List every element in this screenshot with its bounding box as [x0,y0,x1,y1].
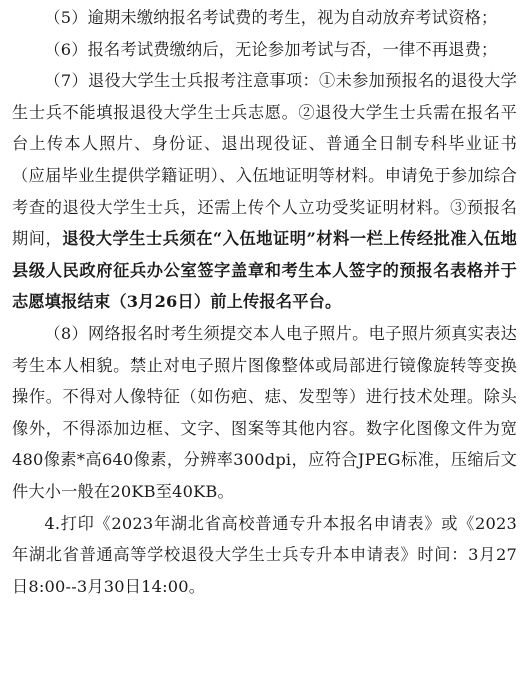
paragraph-item-7 [12,65,517,318]
paragraph-item-6: （6）报名考试费缴纳后，无论参加考试与否，一律不再退费； [44,39,498,59]
item-7-bold-text: 退役大学生士兵须在“入伍地证明”材料一栏上传经批准入伍地县级人民政府征兵办公室签字盖章和考生本人签字的预报名表格并于志愿填报结束（3月26日）前上传报名平台。 [12,229,517,312]
paragraph-item-8: （8）网络报名时考生须提交本人电子照片。电子照片须真实表达考生本人相貌。禁止对电子照片图像整体或局部进行镜像旋转等变换操作。不得对人像特征（如伤疤、痣、发型等）进行技术处理。除头像外，不得添加边框、文字、图案等其他内容。数字化图像文件为宽480像素*高640像素，分辨率300dpi，应符合JPEG标准，压缩后文件大小一般在20KB至40KB。 [12,323,517,501]
paragraph-item-5: （5）逾期未缴纳报名考试费的考生，视为自动放弃考试资格； [44,8,498,27]
item-7-text: （7）退役大学生士兵报考注意事项：①未参加预报名的退役大学生士兵不能填报退役大学生士兵志愿。②退役大学生士兵需在报名平台上传本人照片、身份证、退出现役证、普通全日制专科毕业证书（应届毕业生提供学籍证明）、入伍地证明等材料。申请免于参加综合考查的退役大学生士兵，还需上传个人立功受奖证明材料。③预报名期间， [12,71,517,249]
paragraph-step-4: 4.打印《2023年湖北省高校普通专升本报名申请表》或《2023年湖北省普通高等学校退役大学生士兵专升本申请表》时间：3月27日8:00--3月30日14:00。 [12,513,517,596]
